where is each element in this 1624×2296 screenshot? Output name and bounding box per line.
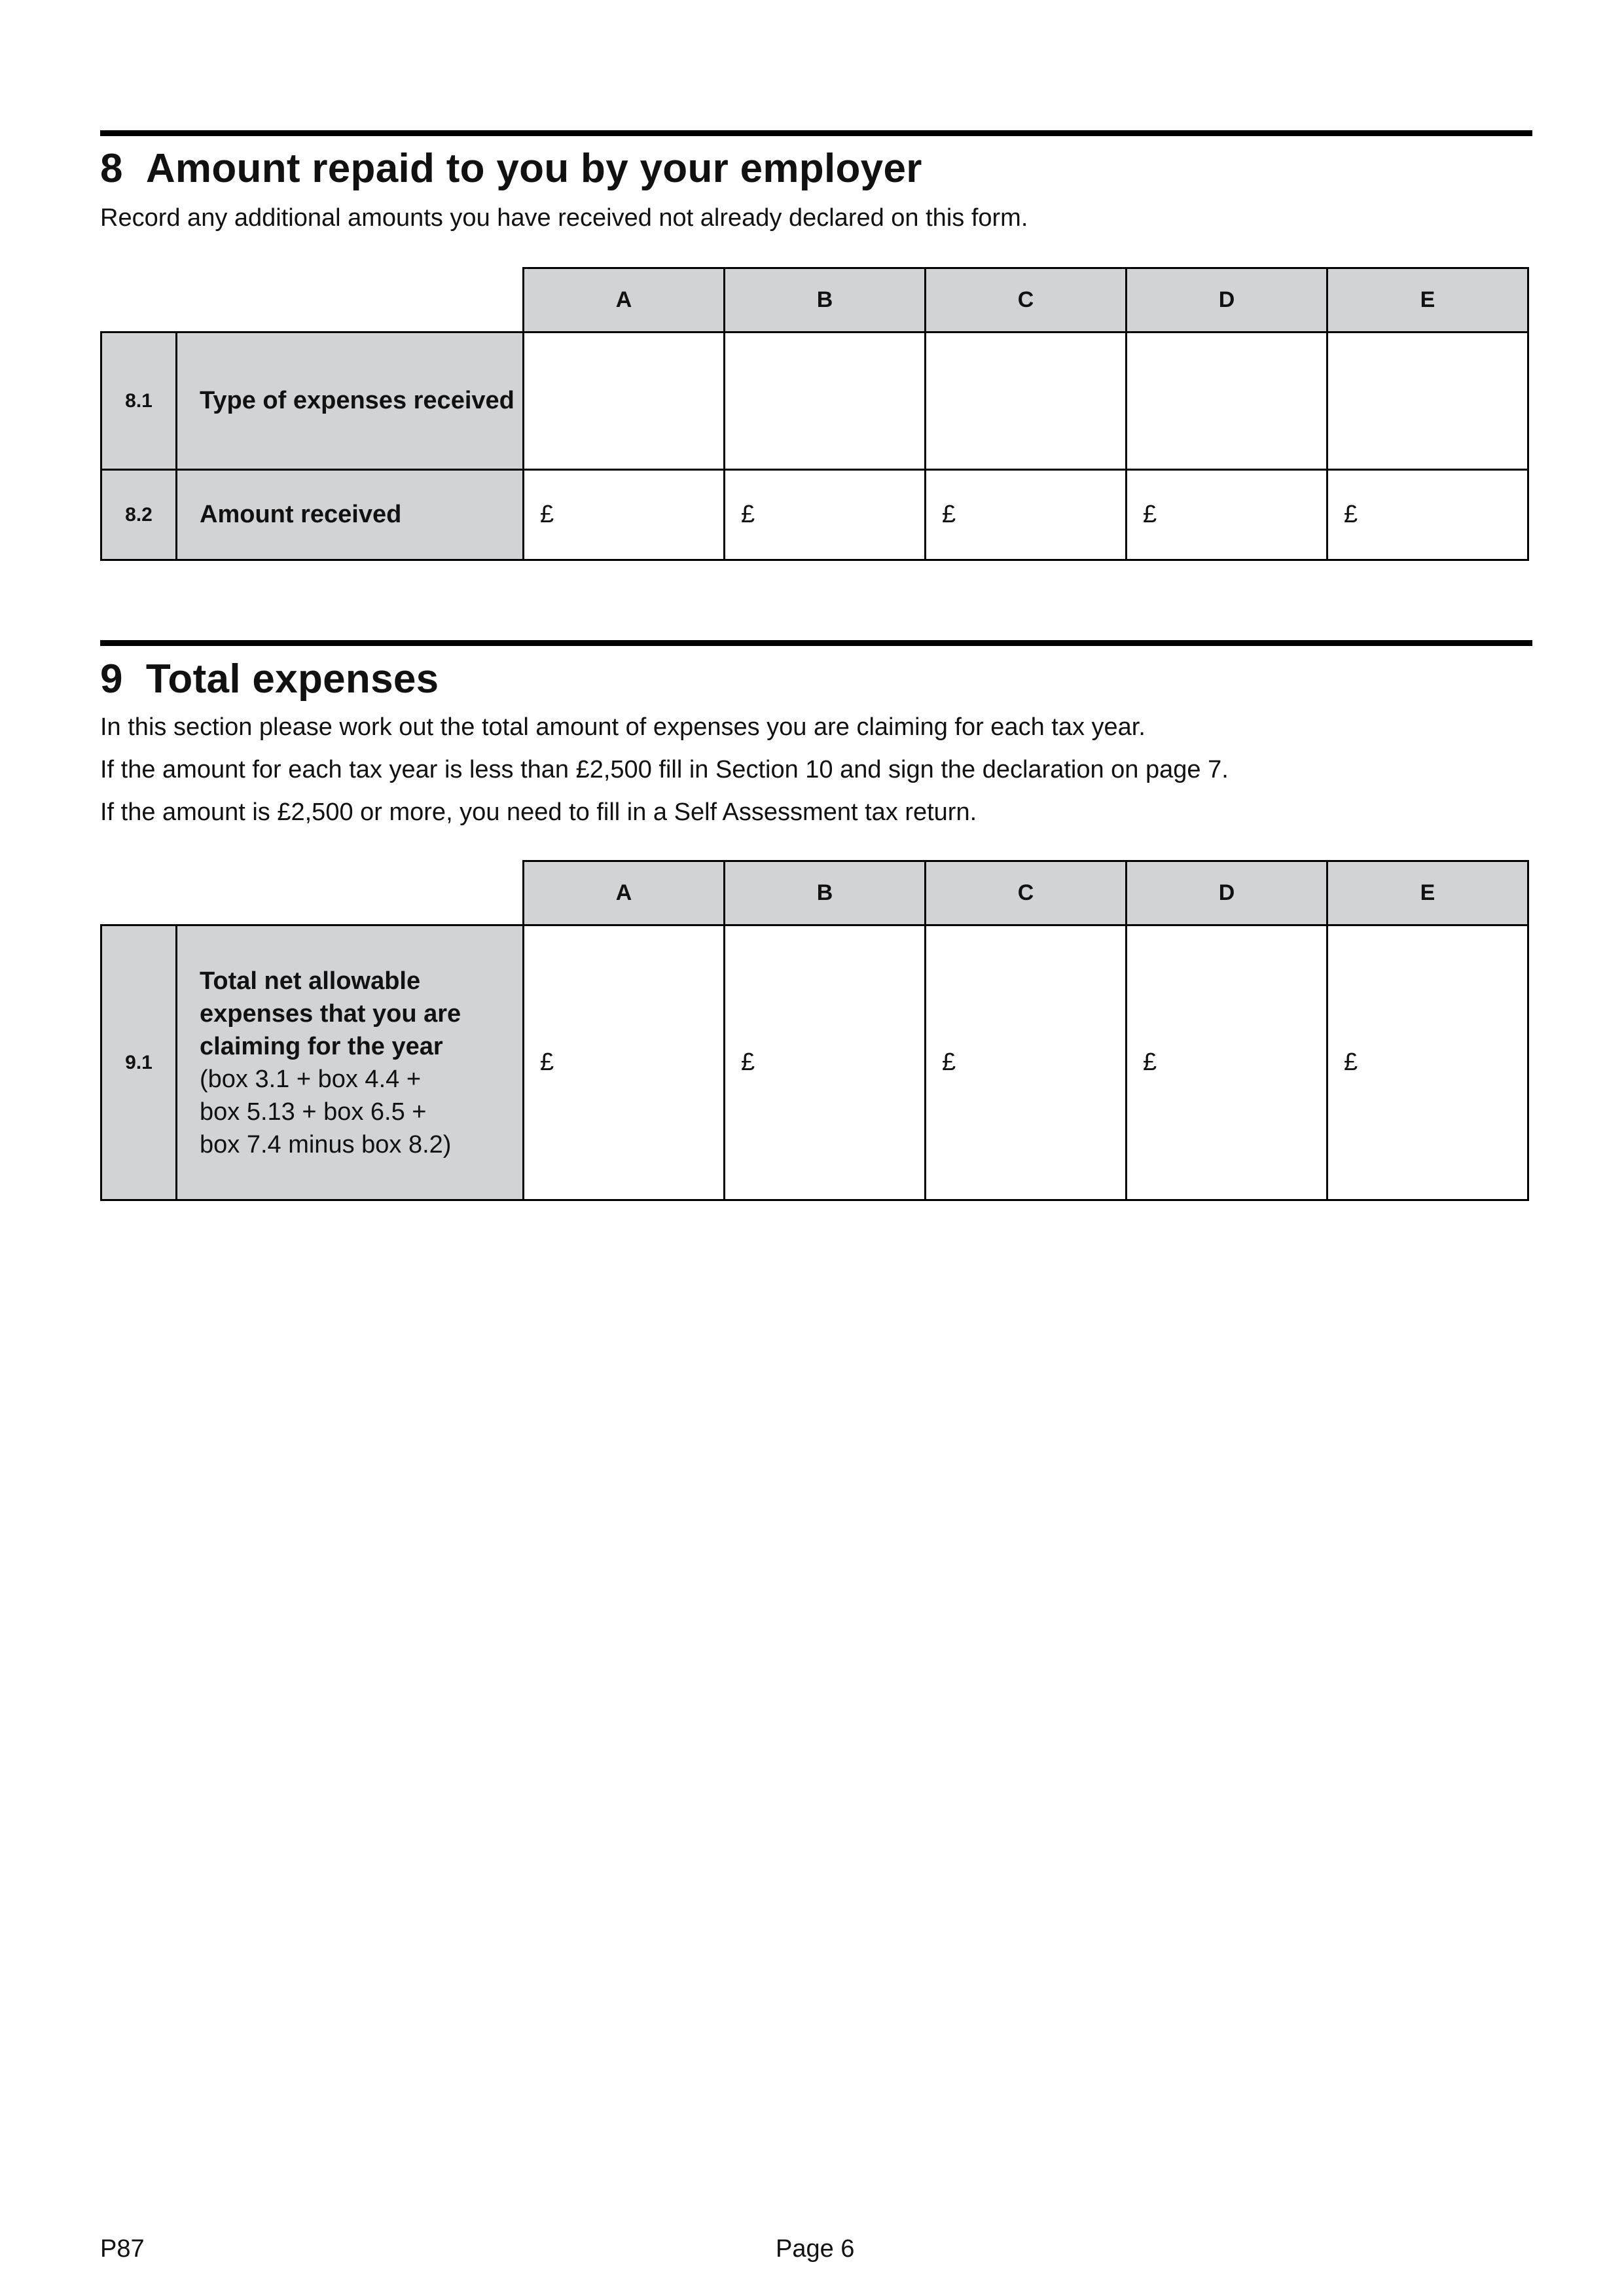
column-header-a: A: [524, 861, 725, 925]
section-9-line-2: If the amount for each tax year is less than £2,500 fill in Section 10 and sign the declaration on page 7.: [100, 756, 1229, 783]
box-number-8-2: 8.2: [101, 470, 177, 560]
section-8-intro: Record any additional amounts you have received not already declared on this form.: [100, 204, 1028, 232]
section-9-table: [100, 860, 1529, 1201]
table-row: [101, 332, 1528, 470]
column-header-e: E: [1327, 861, 1528, 925]
input-8-2-e[interactable]: £: [1327, 470, 1528, 560]
input-8-1-d[interactable]: [1127, 332, 1327, 470]
input-8-2-a[interactable]: £: [524, 470, 725, 560]
page-number: Page 6: [776, 2235, 855, 2263]
column-header-a: A: [524, 268, 725, 332]
input-8-2-c[interactable]: £: [926, 470, 1127, 560]
column-header-c: C: [926, 268, 1127, 332]
column-header-d: D: [1127, 861, 1327, 925]
input-9-1-e[interactable]: £: [1327, 925, 1528, 1200]
table-row: [101, 925, 1528, 1200]
column-header-e: E: [1327, 268, 1528, 332]
form-code: P87: [100, 2235, 145, 2263]
input-8-1-e[interactable]: [1327, 332, 1528, 470]
column-header-b: B: [725, 861, 926, 925]
input-8-1-a[interactable]: [524, 332, 725, 470]
section-8-title: 8 Amount repaid to you by your employer: [100, 146, 922, 191]
input-8-2-d[interactable]: £: [1127, 470, 1327, 560]
input-8-1-b[interactable]: [725, 332, 926, 470]
section-9-line-3: If the amount is £2,500 or more, you need to fill in a Self Assessment tax return.: [100, 798, 977, 826]
section-9-title: 9 Total expenses: [100, 656, 439, 702]
section-9-line-1: In this section please work out the total amount of expenses you are claiming for each tax year.: [100, 713, 1146, 741]
row-label-amount-received: Amount received: [177, 470, 524, 560]
input-9-1-d[interactable]: £: [1127, 925, 1327, 1200]
input-9-1-c[interactable]: £: [926, 925, 1127, 1200]
section-8-table: [100, 267, 1529, 561]
input-9-1-b[interactable]: £: [725, 925, 926, 1200]
row-label-type-of-expenses: Type of expenses received: [177, 332, 524, 470]
column-header-b: B: [725, 268, 926, 332]
column-header-d: D: [1127, 268, 1327, 332]
input-8-1-c[interactable]: [926, 332, 1127, 470]
box-number-8-1: 8.1: [101, 332, 177, 470]
table-row: [101, 470, 1528, 560]
section-9-rule: [100, 640, 1532, 646]
column-header-c: C: [926, 861, 1127, 925]
input-8-2-b[interactable]: £: [725, 470, 926, 560]
input-9-1-a[interactable]: £: [524, 925, 725, 1200]
section-8-rule: [100, 130, 1532, 136]
row-label-total-net-allowable: Total net allowable expenses that you are claiming for the year (box 3.1 + box 4.4 + box 5.13 + box 6.5 + box 7.4 minus box 8.2): [177, 925, 524, 1200]
box-number-9-1: 9.1: [101, 925, 177, 1200]
